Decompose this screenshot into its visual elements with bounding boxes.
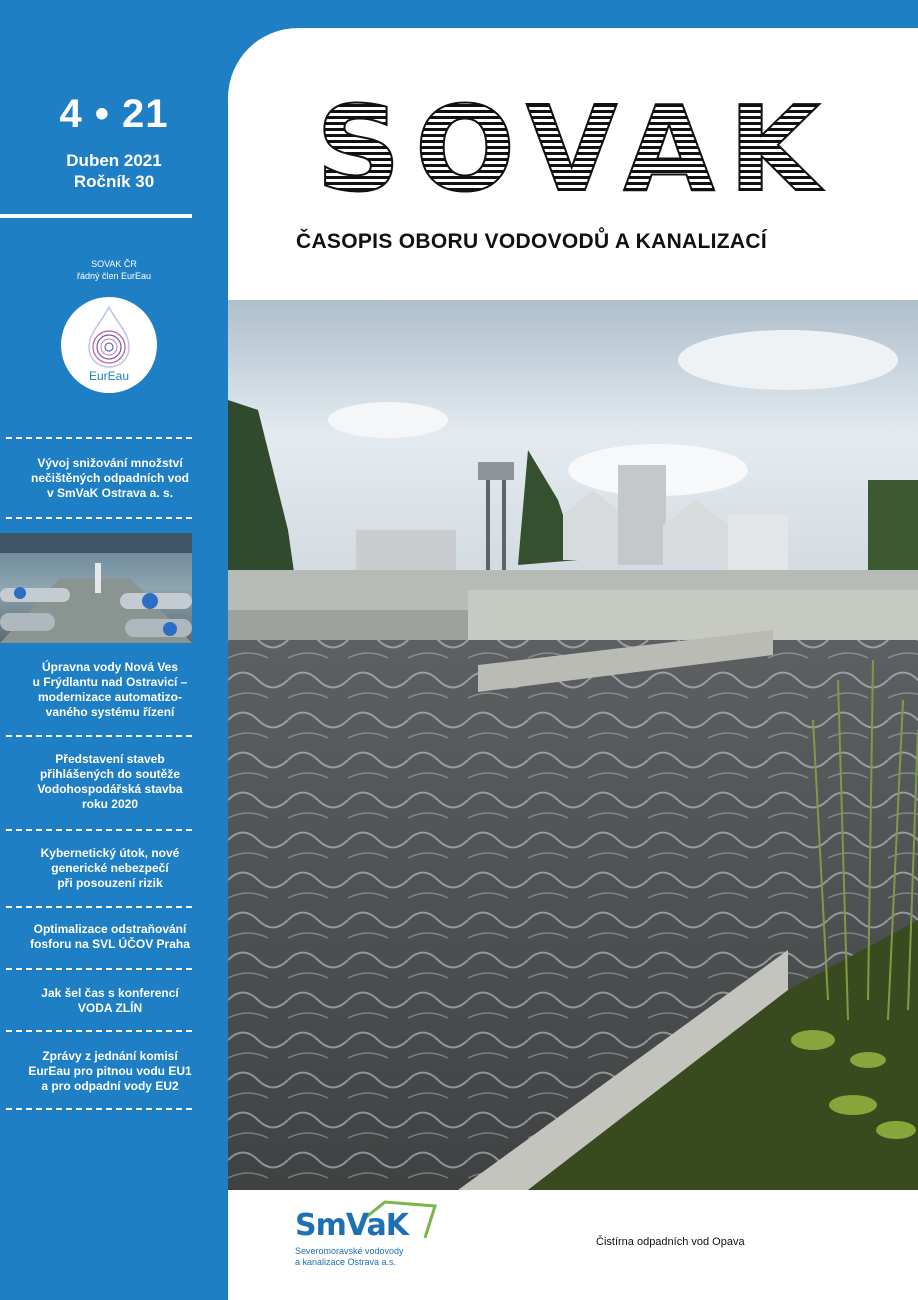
pipe-gallery-photo [0, 533, 192, 643]
toc-line: Zprávy z jednání komisí [42, 1049, 178, 1063]
issue-month: Duben 2021 [66, 151, 162, 170]
magazine-subtitle: ČASOPIS OBORU VODOVODŮ A KANALIZACÍ [296, 230, 767, 253]
toc-line: modernizace automatizo- [37, 690, 183, 704]
toc-line: u Frýdlantu nad Ostravicí – [32, 675, 188, 689]
association-note [0, 258, 228, 282]
toc-item[interactable] [20, 1049, 200, 1094]
toc-line: Jak šel čas s konferencí [41, 986, 179, 1000]
masthead-title: SOVAK [315, 92, 835, 204]
toc-line: přihlášených do soutěže [39, 767, 181, 781]
toc-line: při posouzení rizik [57, 876, 163, 890]
association-name: SOVAK ČR [91, 259, 137, 269]
toc-line: Vývoj snižování množství [37, 456, 183, 470]
masthead-logo [290, 92, 860, 204]
smvak-name: SmVaK [295, 1208, 408, 1243]
toc-line: Optimalizace odstraňování [33, 922, 187, 936]
smvak-subtitle [295, 1246, 404, 1268]
toc-line: nečištěných odpadních vod [30, 471, 190, 485]
toc-line: a pro odpadní vody EU2 [41, 1079, 179, 1093]
toc-separator [6, 437, 192, 439]
toc-item[interactable] [20, 922, 200, 952]
toc-line: Kybernetický útok, nové [40, 846, 180, 860]
toc-separator [6, 968, 192, 970]
toc-separator [6, 735, 192, 737]
issue-number: 4 • 21 [59, 92, 169, 136]
sidebar-divider [0, 214, 192, 218]
toc-item[interactable] [20, 456, 200, 501]
cover-photo [228, 300, 918, 1190]
issue-volume: Ročník 30 [73, 172, 155, 191]
toc-line: vaného systému řízení [45, 705, 175, 719]
issue-date [0, 150, 228, 192]
toc-line: fosforu na SVL ÚČOV Praha [30, 937, 190, 951]
toc-separator [6, 517, 192, 519]
toc-line: Úpravna vody Nová Ves [41, 660, 179, 674]
toc-item[interactable] [20, 660, 200, 720]
eureau-logo [61, 297, 157, 393]
toc-line: Představení staveb [55, 752, 165, 766]
toc-separator [6, 1030, 192, 1032]
toc-item[interactable] [20, 846, 200, 891]
smvak-subtitle-line: a kanalizace Ostrava a.s. [295, 1257, 397, 1267]
toc-item[interactable] [20, 986, 200, 1016]
toc-line: Vodohospodářská stavba [37, 782, 183, 796]
toc-line: generické nebezpečí [51, 861, 169, 875]
toc-separator [6, 906, 192, 908]
photo-caption: Čistírna odpadních vod Opava [596, 1236, 745, 1248]
toc-line: roku 2020 [81, 797, 139, 811]
eureau-label: EurEau [88, 369, 130, 383]
sidebar [0, 0, 228, 1300]
toc-line: EurEau pro pitnou vodu EU1 [28, 1064, 192, 1078]
smvak-subtitle-line: Severomoravské vodovody [295, 1246, 404, 1256]
toc-line: v SmVaK Ostrava a. s. [46, 486, 174, 500]
association-member: řádný člen EurEau [76, 271, 152, 281]
toc-separator [6, 829, 192, 831]
toc-item[interactable] [20, 752, 200, 812]
smvak-logo [295, 1198, 445, 1278]
toc-separator [6, 1108, 192, 1110]
toc-line: VODA ZLÍN [77, 1001, 143, 1015]
